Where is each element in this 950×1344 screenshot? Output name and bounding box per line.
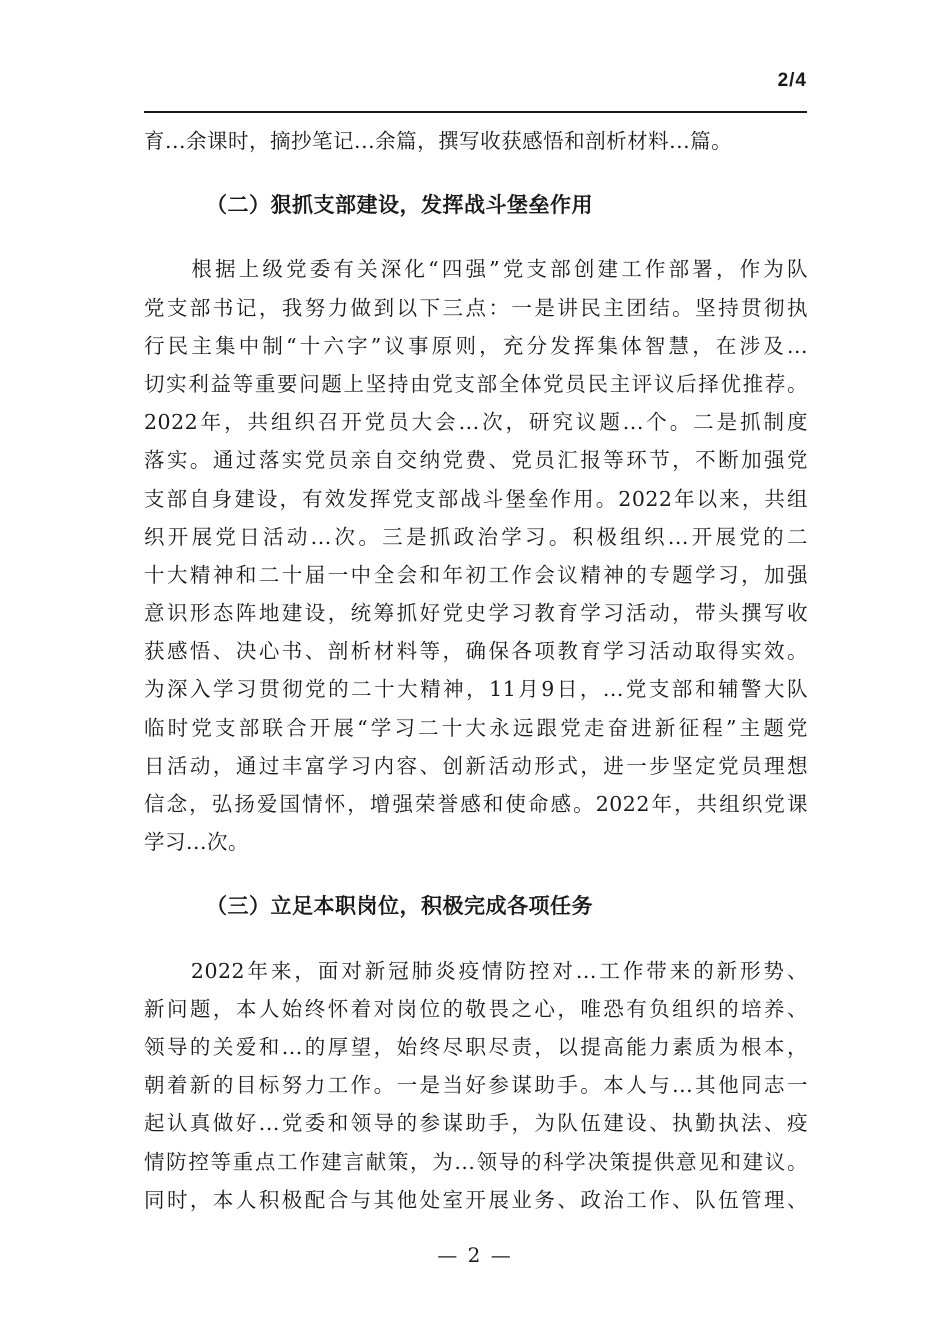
text-line: 十大精神和二十届一中全会和年初工作会议精神的专题学习，加强 [144, 562, 808, 587]
section-gap [144, 224, 808, 250]
text-line: 学习...次。 [144, 830, 250, 855]
text-line: 支部自身建设，有效发挥党支部战斗堡垒作用。2022年以来，共组 [144, 486, 808, 511]
text-line: 起认真做好...党委和领导的参谋助手，为队伍建设、执勤执法、疫 [144, 1111, 808, 1136]
text-line: 2022年来，面对新冠肺炎疫情防控对...工作带来的新形势、 [144, 958, 808, 983]
section-gap [144, 160, 808, 186]
text-line: 切实利益等重要问题上坚持由党支部全体党员民主评议后择优推荐。 [144, 371, 808, 396]
text-line: 新问题，本人始终怀着对岗位的敬畏之心，唯恐有负组织的培养、 [144, 996, 808, 1021]
page-counter: 2/4 [777, 70, 807, 91]
text-line: 临时党支部联合开展“学习二十大永远跟党走奋进新征程”主题党 [144, 715, 808, 740]
text-line: 落实。通过落实党员亲自交纳党费、党员汇报等环节，不断加强党 [144, 448, 808, 473]
text-line: 育...余课时，摘抄笔记...余篇，撰写收获感悟和剖析材料...篇。 [144, 129, 733, 153]
text-line: 朝着新的目标努力工作。一是当好参谋助手。本人与...其他同志一 [144, 1073, 808, 1098]
text-line: 2022年，共组织召开党员大会...次，研究议题...个。二是抓制度 [144, 410, 808, 435]
section-heading: （三）立足本职岗位，积极完成各项任务 [206, 893, 593, 919]
section-heading: （二）狠抓支部建设，发挥战斗堡垒作用 [206, 192, 593, 218]
text-line: 党支部书记，我努力做到以下三点：一是讲民主团结。坚持贯彻执 [144, 295, 808, 320]
text-line: 行民主集中制“十六字”议事原则，充分发挥集体智慧，在涉及... [144, 333, 808, 358]
text-line: 织开展党日活动...次。三是抓政治学习。积极组织...开展党的二 [144, 524, 808, 549]
text-line: 日活动，通过丰富学习内容、创新活动形式，进一步坚定党员理想 [144, 753, 808, 778]
text-line: 情防控等重点工作建言献策，为...领导的科学决策提供意见和建议。 [144, 1149, 808, 1174]
text-line: 同时，本人积极配合与其他处室开展业务、政治工作、队伍管理、 [144, 1187, 808, 1212]
section-gap [144, 926, 808, 952]
text-line: 领导的关爱和...的厚望，始终尽职尽责，以提高能力素质为根本， [144, 1034, 808, 1059]
header-rule [144, 111, 807, 113]
text-line: 获感悟、决心书、剖析材料等，确保各项教育学习活动取得实效。 [144, 639, 808, 664]
text-line: 为深入学习贯彻党的二十大精神，11月9日，...党支部和辅警大队 [144, 677, 808, 702]
text-line: 意识形态阵地建设，统筹抓好党史学习教育学习活动，带头撰写收 [144, 601, 808, 626]
document-body [144, 122, 808, 1219]
page-number: — 2 — [437, 1243, 513, 1267]
text-line: 根据上级党委有关深化“四强”党支部创建工作部署，作为队 [144, 257, 808, 282]
text-line: 信念，弘扬爱国情怀，增强荣誉感和使命感。2022年，共组织党课 [144, 792, 808, 816]
section-gap [144, 861, 808, 887]
